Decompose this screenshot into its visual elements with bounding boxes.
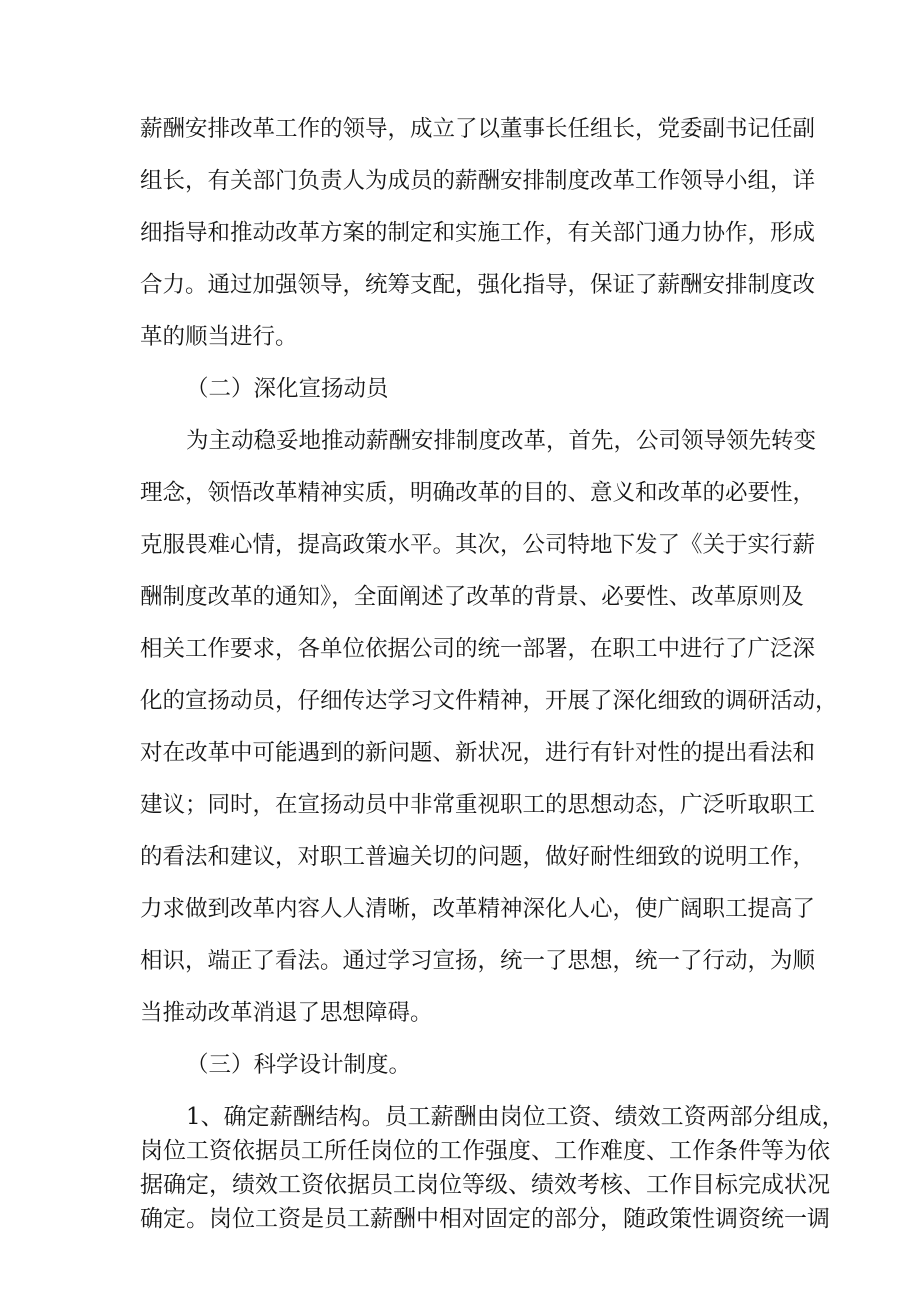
- paragraph-2-line-10: 力求做到改革内容人人清晰，改革精神深化人心，使广阔职工提高了: [140, 896, 816, 922]
- paragraph-2-line-3: 克服畏难心情，提高政策水平。其次，公司特地下发了《关于实行薪: [140, 532, 816, 558]
- paragraph-1-line-5: 革的顺当进行。: [140, 324, 298, 350]
- paragraph-2-line-8: 建议；同时，在宣扬动员中非常重视职工的思想动态，广泛听取职工: [140, 792, 816, 818]
- paragraph-2-line-4: 酬制度改革的通知》，全面阐述了改革的背景、必要性、改革原则及: [140, 584, 804, 610]
- paragraph-3-line-1: 1、确定薪酬结构。员工薪酬由岗位工资、绩效工资两部分组成，: [186, 1104, 845, 1130]
- paragraph-1-line-1: 薪酬安排改革工作的领导，成立了以董事长任组长，党委副书记任副: [140, 116, 816, 142]
- paragraph-1-line-2: 组长，有关部门负责人为成员的薪酬安排制度改革工作领导小组，详: [140, 168, 816, 194]
- paragraph-1-line-3: 细指导和推动改革方案的制定和实施工作，有关部门通力协作，形成: [140, 220, 816, 246]
- paragraph-2-line-11: 相识，端正了看法。通过学习宣扬，统一了思想，统一了行动，为顺: [140, 948, 816, 974]
- section-heading-3: （三）科学设计制度。: [186, 1052, 412, 1078]
- paragraph-2-line-9: 的看法和建议，对职工普遍关切的问题，做好耐性细致的说明工作，: [140, 844, 816, 870]
- paragraph-3-line-2: 岗位工资依据员工所任岗位的工作强度、工作难度、工作条件等为依: [140, 1138, 830, 1164]
- section-heading-2: （二）深化宣扬动员: [186, 376, 389, 402]
- paragraph-2-line-1: 为主动稳妥地推动薪酬安排制度改革，首先，公司领导领先转变: [186, 428, 817, 454]
- paragraph-2-line-2: 理念，领悟改革精神实质，明确改革的目的、意义和改革的必要性，: [140, 480, 816, 506]
- paragraph-2-line-7: 对在改革中可能遇到的新问题、新状况，进行有针对性的提出看法和: [140, 740, 816, 766]
- paragraph-2-line-5: 相关工作要求，各单位依据公司的统一部署，在职工中进行了广泛深: [140, 636, 816, 662]
- paragraph-1-line-4: 合力。通过加强领导，统筹支配，强化指导，保证了薪酬安排制度改: [140, 272, 816, 298]
- paragraph-2-line-6: 化的宣扬动员，仔细传达学习文件精神，开展了深化细致的调研活动，: [140, 688, 838, 714]
- paragraph-3-line-3: 据确定，绩效工资依据员工岗位等级、绩效考核、工作目标完成状况: [140, 1172, 830, 1198]
- paragraph-2-line-12: 当推动改革消退了思想障碍。: [140, 1000, 433, 1026]
- paragraph-3-line-4: 确定。岗位工资是员工薪酬中相对固定的部分，随政策性调资统一调: [140, 1206, 830, 1232]
